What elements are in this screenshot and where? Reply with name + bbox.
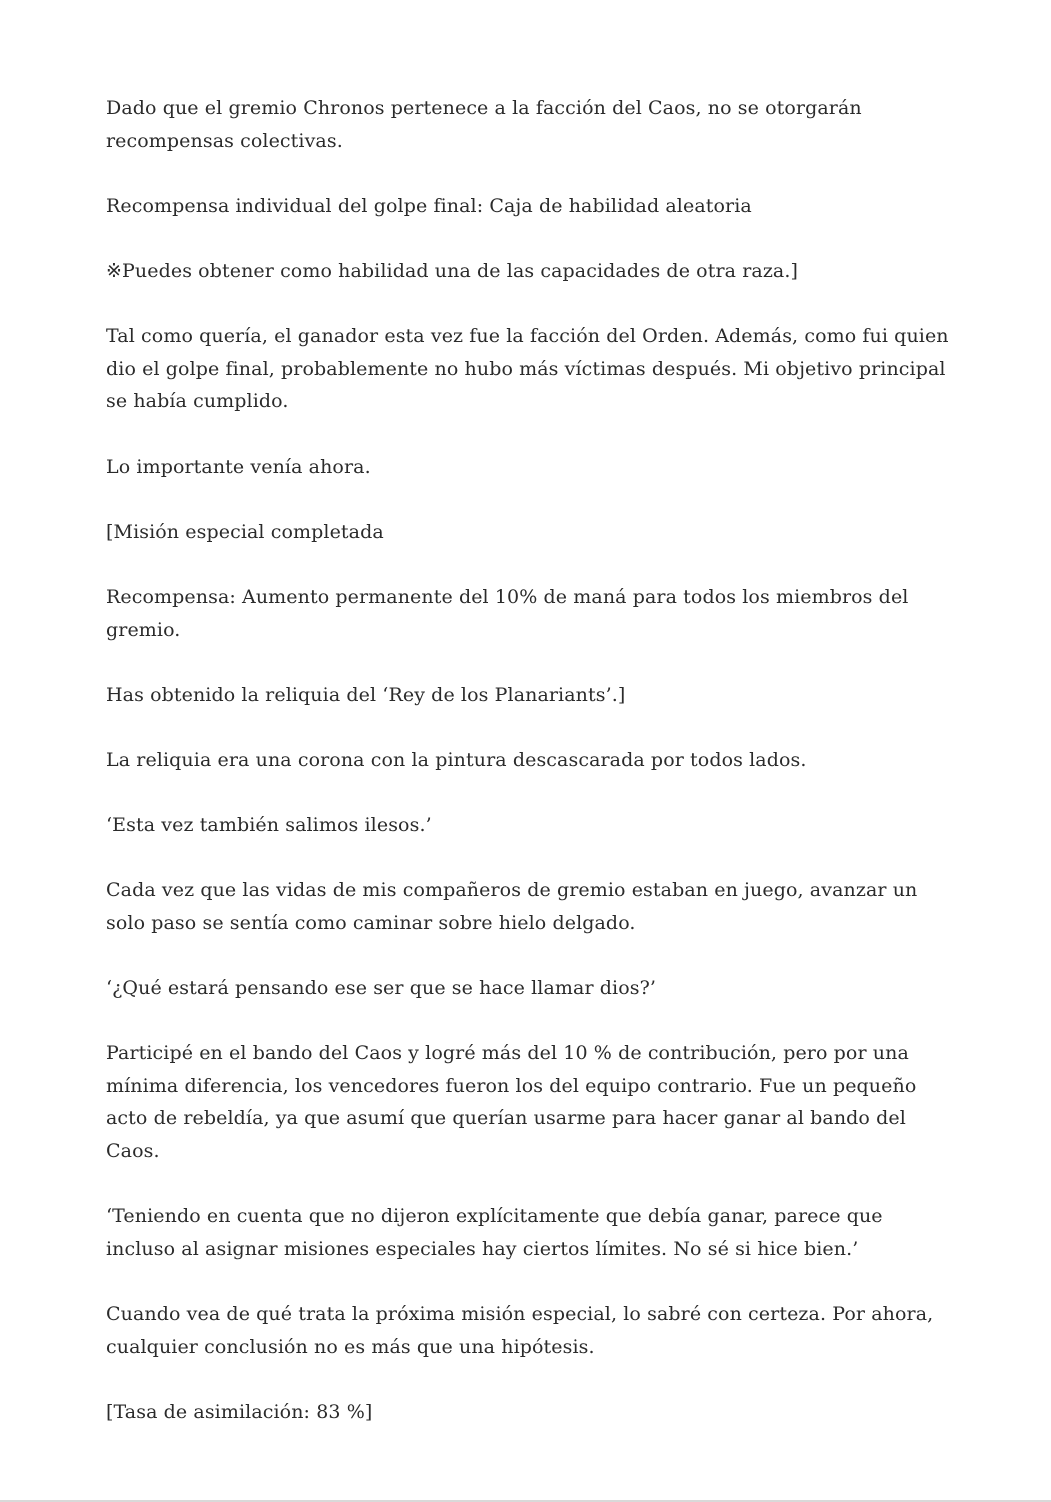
- paragraph: ※Puedes obtener como habilidad una de las capacidades de otra raza.]: [106, 259, 799, 282]
- paragraph: ‘¿Qué estará pensando ese ser que se hace llamar dios?’: [106, 977, 657, 1000]
- paragraph: Cada vez que las vidas de mis compañeros de gremio estaban en juego, avanzar un solo paso se sentía como caminar sobre hielo delgado.: [106, 879, 918, 934]
- paragraph: Participé en el bando del Caos y logré más del 10 % de contribución, pero por una mínima diferencia, los vencedores fueron los del equipo contrario. Fue un pequeño acto de rebeldía, ya que asumí que querían usarme para hacer ganar al bando del Caos.: [106, 1042, 917, 1162]
- paragraph: Dado que el gremio Chronos pertenece a la facción del Caos, no se otorgarán recompensas colectivas.: [106, 97, 862, 152]
- paragraph: [Misión especial completada: [106, 520, 384, 543]
- paragraph: Recompensa: Aumento permanente del 10% de maná para todos los miembros del gremio.: [106, 585, 909, 641]
- paragraph: La reliquia era una corona con la pintura descascarada por todos lados.: [106, 748, 807, 771]
- document-body: [106, 92, 951, 1461]
- paragraph: ‘Teniendo en cuenta que no dijeron explícitamente que debía ganar, parece que incluso al asignar misiones especiales hay ciertos límites. No sé si hice bien.’: [106, 1205, 883, 1260]
- paragraph: Recompensa individual del golpe final: Caja de habilidad aleatoria: [106, 194, 752, 217]
- paragraph: Tal como quería, el ganador esta vez fue la facción del Orden. Además, como fui quien dio el golpe final, probablemente no hubo más víctimas después. Mi objetivo principal se había cumplido.: [106, 325, 949, 413]
- paragraph: Lo importante venía ahora.: [106, 455, 371, 478]
- paragraph: Cuando vea de qué trata la próxima misión especial, lo sabré con certeza. Por ahora, cualquier conclusión no es más que una hipótesis.: [106, 1302, 934, 1358]
- paragraph: ‘Esta vez también salimos ilesos.’: [106, 814, 432, 837]
- paragraph: [Tasa de asimilación: 83 %]: [106, 1400, 373, 1423]
- paragraph: Has obtenido la reliquia del ‘Rey de los Planariants’.]: [106, 683, 626, 706]
